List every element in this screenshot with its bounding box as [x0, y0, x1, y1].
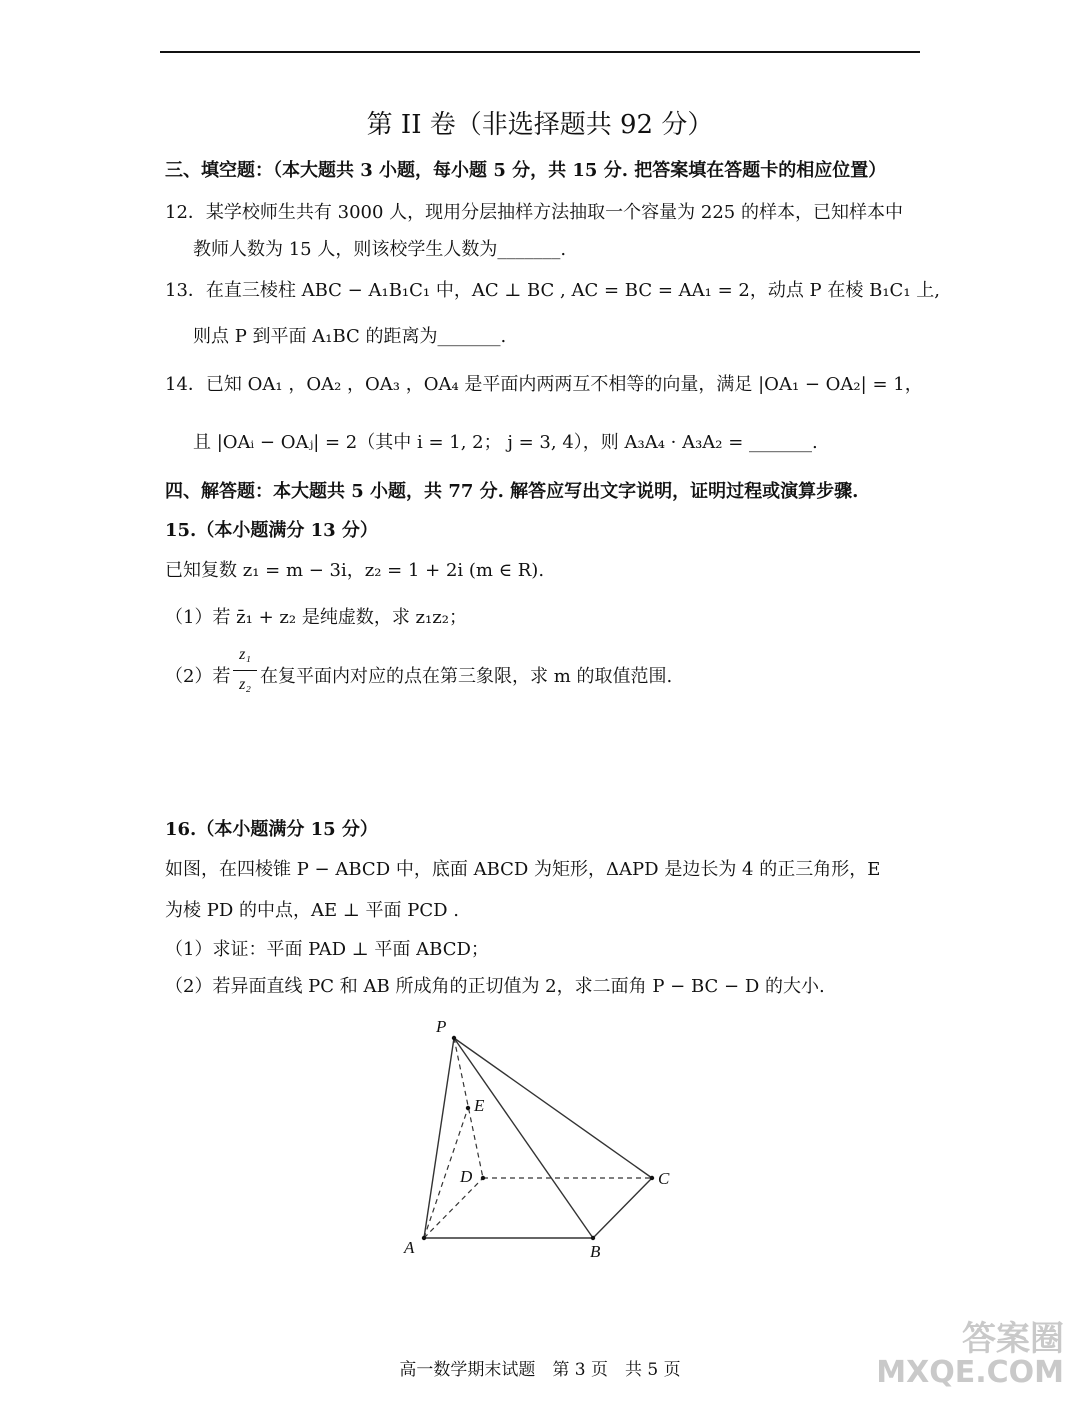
top-rule	[160, 51, 920, 53]
question-16-title: 16.（本小题满分 15 分）	[165, 819, 378, 840]
edge-BC	[593, 1178, 652, 1238]
question-15-stem: 已知复数 z₁ = m − 3i，z₂ = 1 + 2i (m ∈ R).	[165, 560, 545, 581]
label-P: P	[436, 1017, 447, 1036]
watermark	[876, 1319, 1064, 1390]
question-15-part-2-suffix: 在复平面内对应的点在第三象限，求 m 的取值范围.	[260, 666, 673, 687]
fraction-denominator: z₂	[239, 676, 251, 693]
watermark-logo-text: 答案圈	[962, 1319, 1064, 1359]
question-14-line-2: 且 |OAᵢ − OAⱼ| = 2（其中 i = 1, 2； j = 3, 4），则 A₃A₄ · A₃A₂ = _______.	[193, 432, 818, 453]
page-title: 第 II 卷（非选择题共 92 分）	[366, 110, 714, 140]
fraction-bar	[233, 670, 257, 671]
question-16-line-1: 如图，在四棱锥 P − ABCD 中，底面 ABCD 为矩形，ΔAPD 是边长为 4 的正三角形，E	[165, 859, 881, 880]
point-A	[422, 1236, 426, 1240]
question-16-part-1: （1）求证：平面 PAD ⊥ 平面 ABCD；	[165, 939, 489, 960]
question-16-part-2: （2）若异面直线 PC 和 AB 所成角的正切值为 2，求二面角 P − BC − D 的大小.	[165, 976, 825, 997]
page-footer: 高一数学期末试题 第 3 页 共 5 页	[399, 1360, 681, 1380]
question-14-line-1: 14．已知 OA₁ ，OA₂ ，OA₃ ，OA₄ 是平面内两两互不相等的向量，满足 |OA₁ − OA₂| = 1，	[165, 374, 923, 395]
question-15-part-1: （1）若 z̄₁ + z₂ 是纯虚数，求 z₁z₂；	[165, 607, 467, 628]
section-3-heading: 三、填空题：（本大题共 3 小题，每小题 5 分，共 15 分. 把答案填在答题卡的相应位置）	[165, 160, 887, 181]
label-B: B	[590, 1242, 601, 1261]
label-D: D	[460, 1167, 473, 1186]
point-C	[650, 1176, 654, 1180]
label-C: C	[658, 1169, 670, 1188]
label-A: A	[404, 1238, 415, 1257]
point-P	[452, 1036, 456, 1040]
edge-AD	[424, 1178, 483, 1238]
question-13-line-1: 13．在直三棱柱 ABC − A₁B₁C₁ 中，AC ⊥ BC , AC = BC = AA₁ = 2，动点 P 在棱 B₁C₁ 上,	[165, 280, 940, 301]
pyramid-figure	[390, 1010, 690, 1270]
question-13-line-2: 则点 P 到平面 A₁BC 的距离为_______.	[193, 326, 507, 347]
point-E	[466, 1106, 470, 1110]
point-B	[591, 1236, 595, 1240]
label-E: E	[474, 1096, 485, 1115]
question-15-title: 15.（本小题满分 13 分）	[165, 520, 378, 541]
edge-PA	[424, 1038, 454, 1238]
question-16-line-2: 为棱 PD 的中点，AE ⊥ 平面 PCD .	[165, 900, 459, 921]
question-12-line-2: 教师人数为 15 人，则该校学生人数为_______.	[193, 239, 567, 260]
question-15-part-2-prefix: （2）若	[165, 666, 231, 687]
point-D	[481, 1176, 485, 1180]
section-4-heading: 四、解答题：本大题共 5 小题，共 77 分. 解答应写出文字说明，证明过程或演算步骤.	[165, 481, 859, 502]
watermark-url: MXQE.COM	[876, 1355, 1064, 1390]
question-12-line-1: 12．某学校师生共有 3000 人，现用分层抽样方法抽取一个容量为 225 的样本，已知样本中	[165, 202, 903, 223]
fraction-numerator: z₁	[239, 646, 251, 663]
